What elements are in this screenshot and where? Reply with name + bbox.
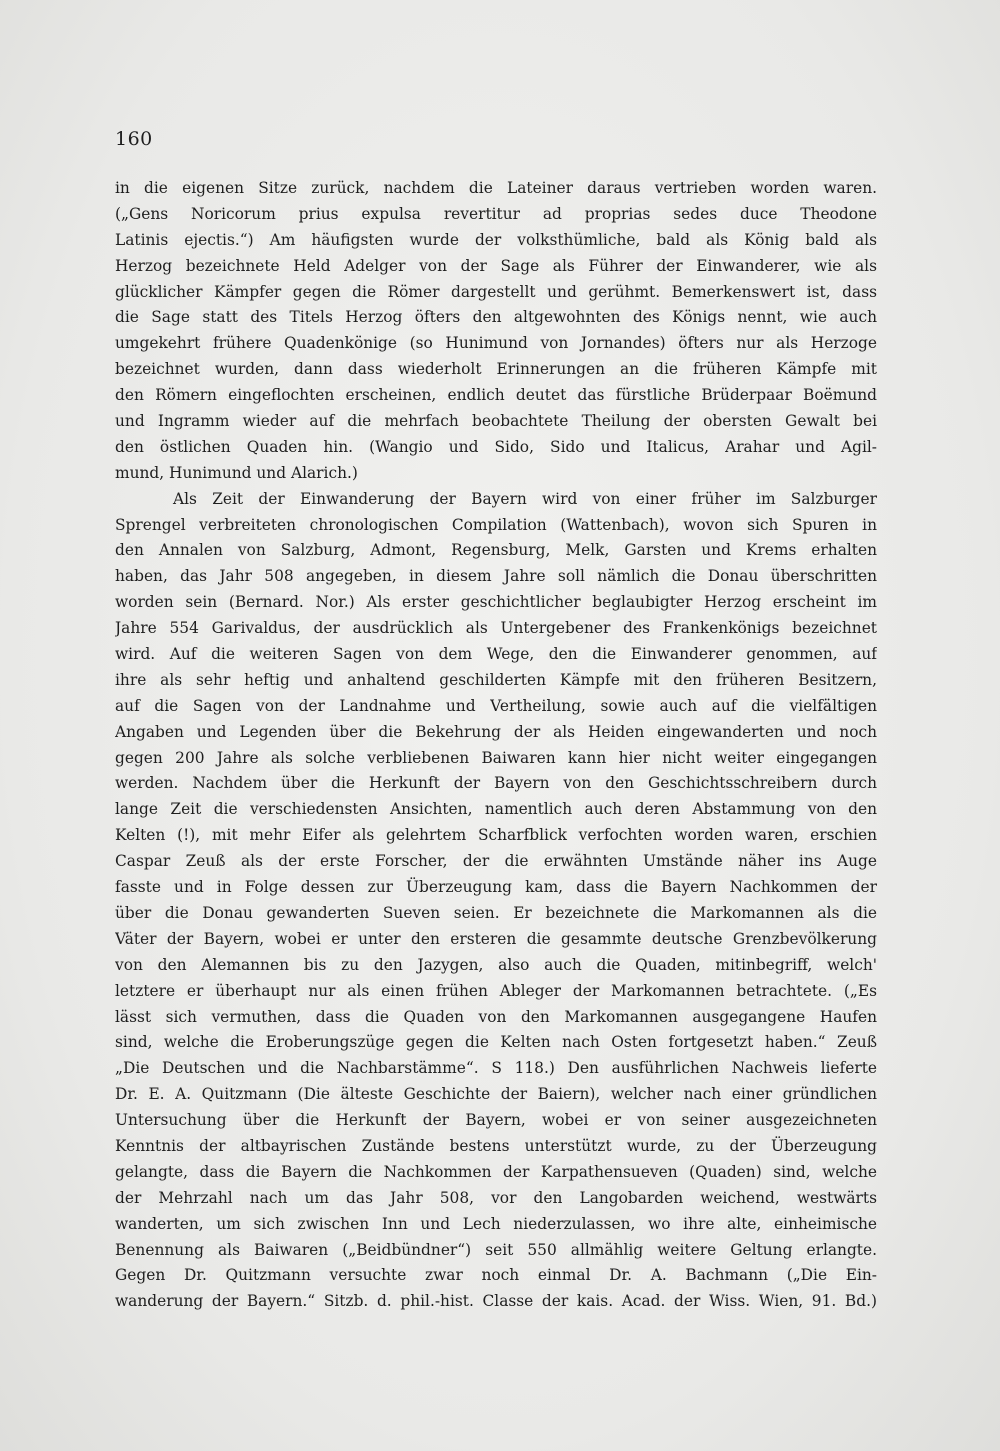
text-line: den Römern eingeflochten erscheinen, endlich deutet das fürstliche Brüderpaar Boëmund xyxy=(115,386,877,405)
text-line: den östlichen Quaden hin. (Wangio und Sido, Sido und Italicus, Arahar und Agil- xyxy=(115,437,877,456)
text-line: Kelten (!), mit mehr Eifer als gelehrtem Scharfblick verfochten worden waren, erschien xyxy=(115,826,877,845)
text-line: lange Zeit die verschiedensten Ansichten, namentlich auch deren Abstammung von den xyxy=(115,800,877,819)
text-line: wanderung der Bayern.“ Sitzb. d. phil.-hist. Classe der kais. Acad. der Wiss. Wien, 91. Bd.) xyxy=(115,1292,877,1311)
text-line: Gegen Dr. Quitzmann versuchte zwar noch einmal Dr. A. Bachmann („Die Ein- xyxy=(115,1266,877,1285)
text-line: mund, Hunimund und Alarich.) xyxy=(115,463,358,482)
page-number: 160 xyxy=(115,128,153,150)
body-text xyxy=(115,176,877,1315)
text-line: glücklicher Kämpfer gegen die Römer dargestellt und gerühmt. Bemerkenswert ist, dass xyxy=(115,282,877,301)
text-line: bezeichnet wurden, dann dass wiederholt Erinnerungen an die früheren Kämpfe mit xyxy=(115,360,877,379)
text-line: fasste und in Folge dessen zur Überzeugung kam, dass die Bayern Nachkommen der xyxy=(115,878,877,897)
text-line: ihre als sehr heftig und anhaltend geschilderten Kämpfe mit den früheren Besitzern, xyxy=(115,670,877,689)
text-line: den Annalen von Salzburg, Admont, Regensburg, Melk, Garsten und Krems erhalten xyxy=(115,541,877,560)
text-line: Jahre 554 Garivaldus, der ausdrücklich als Untergebener des Frankenkönigs bezeichnet xyxy=(115,619,877,638)
text-line: Angaben und Legenden über die Bekehrung der als Heiden eingewanderten und noch xyxy=(115,722,877,741)
text-line: die Sage statt des Titels Herzog öfters den altgewohnten des Königs nennt, wie auch xyxy=(115,308,877,327)
text-line: gegen 200 Jahre als solche verbliebenen Baiwaren kann hier nicht weiter eingegangen xyxy=(115,748,877,767)
text-line: Untersuchung über die Herkunft der Bayern, wobei er von seiner ausgezeichneten xyxy=(115,1111,877,1130)
text-line: in die eigenen Sitze zurück, nachdem die Lateiner daraus vertrieben worden waren. xyxy=(115,179,877,197)
text-line: Als Zeit der Einwanderung der Bayern wird von einer früher im Salzburger xyxy=(173,489,877,508)
text-line: und Ingramm wieder auf die mehrfach beobachtete Theilung der obersten Gewalt bei xyxy=(115,412,877,431)
text-line: Herzog bezeichnete Held Adelger von der Sage als Führer der Einwanderer, wie als xyxy=(115,256,877,275)
text-line: auf die Sagen von der Landnahme und Vertheilung, sowie auch auf die vielfältigen xyxy=(115,696,877,715)
text-line: Dr. E. A. Quitzmann (Die älteste Geschichte der Baiern), welcher nach einer gründlichen xyxy=(115,1085,877,1104)
text-line: Väter der Bayern, wobei er unter den ersteren die gesammte deutsche Grenzbevölkerung xyxy=(115,929,877,948)
text-line: Caspar Zeuß als der erste Forscher, der die erwähnten Umstände näher ins Auge xyxy=(115,852,877,871)
text-line: umgekehrt frühere Quadenkönige (so Hunimund von Jornandes) öfters nur als Herzoge xyxy=(115,334,877,353)
text-line: gelangte, dass die Bayern die Nachkommen der Karpathensueven (Quaden) sind, welche xyxy=(115,1162,877,1181)
text-line: worden sein (Bernard. Nor.) Als erster geschichtlicher beglaubigter Herzog erscheint im xyxy=(115,593,877,612)
text-line: „Die Deutschen und die Nachbarstämme“. S 118.) Den ausführlichen Nachweis lieferte xyxy=(115,1059,877,1078)
text-line: („Gens Noricorum prius expulsa revertitur ad proprias sedes duce Theodone xyxy=(115,204,877,223)
text-line: wird. Auf die weiteren Sagen von dem Wege, den die Einwanderer genommen, auf xyxy=(115,645,877,664)
text-line: von den Alemannen bis zu den Jazygen, also auch die Quaden, mitinbegriff, welch' xyxy=(115,955,877,974)
text-line: letztere er überhaupt nur als einen frühen Ableger der Markomannen betrachtete. („Es xyxy=(115,981,877,1000)
text-line: lässt sich vermuthen, dass die Quaden von den Markomannen ausgegangene Haufen xyxy=(115,1007,877,1026)
text-line: sind, welche die Eroberungszüge gegen die Kelten nach Osten fortgesetzt haben.“ Zeuß xyxy=(115,1033,877,1052)
text-line: Latinis ejectis.“) Am häufigsten wurde der volksthümliche, bald als König bald als xyxy=(115,230,877,249)
text-line: werden. Nachdem über die Herkunft der Bayern von den Geschichtsschreibern durch xyxy=(115,774,877,793)
text-line: wanderten, um sich zwischen Inn und Lech niederzulassen, wo ihre alte, einheimische xyxy=(115,1214,877,1233)
text-line: der Mehrzahl nach um das Jahr 508, vor den Langobarden weichend, westwärts xyxy=(115,1188,877,1207)
text-line: haben, das Jahr 508 angegeben, in diesem Jahre soll nämlich die Donau überschritten xyxy=(115,567,877,586)
text-line: Benennung als Baiwaren („Beidbündner“) seit 550 allmählig weitere Geltung erlangte. xyxy=(115,1240,877,1259)
text-line: Kenntnis der altbayrischen Zustände bestens unterstützt wurde, zu der Überzeugung xyxy=(115,1136,877,1155)
text-line: Sprengel verbreiteten chronologischen Compilation (Wattenbach), wovon sich Spuren in xyxy=(115,515,877,534)
text-line: über die Donau gewanderten Sueven seien. Er bezeichnete die Markomannen als die xyxy=(115,903,877,922)
